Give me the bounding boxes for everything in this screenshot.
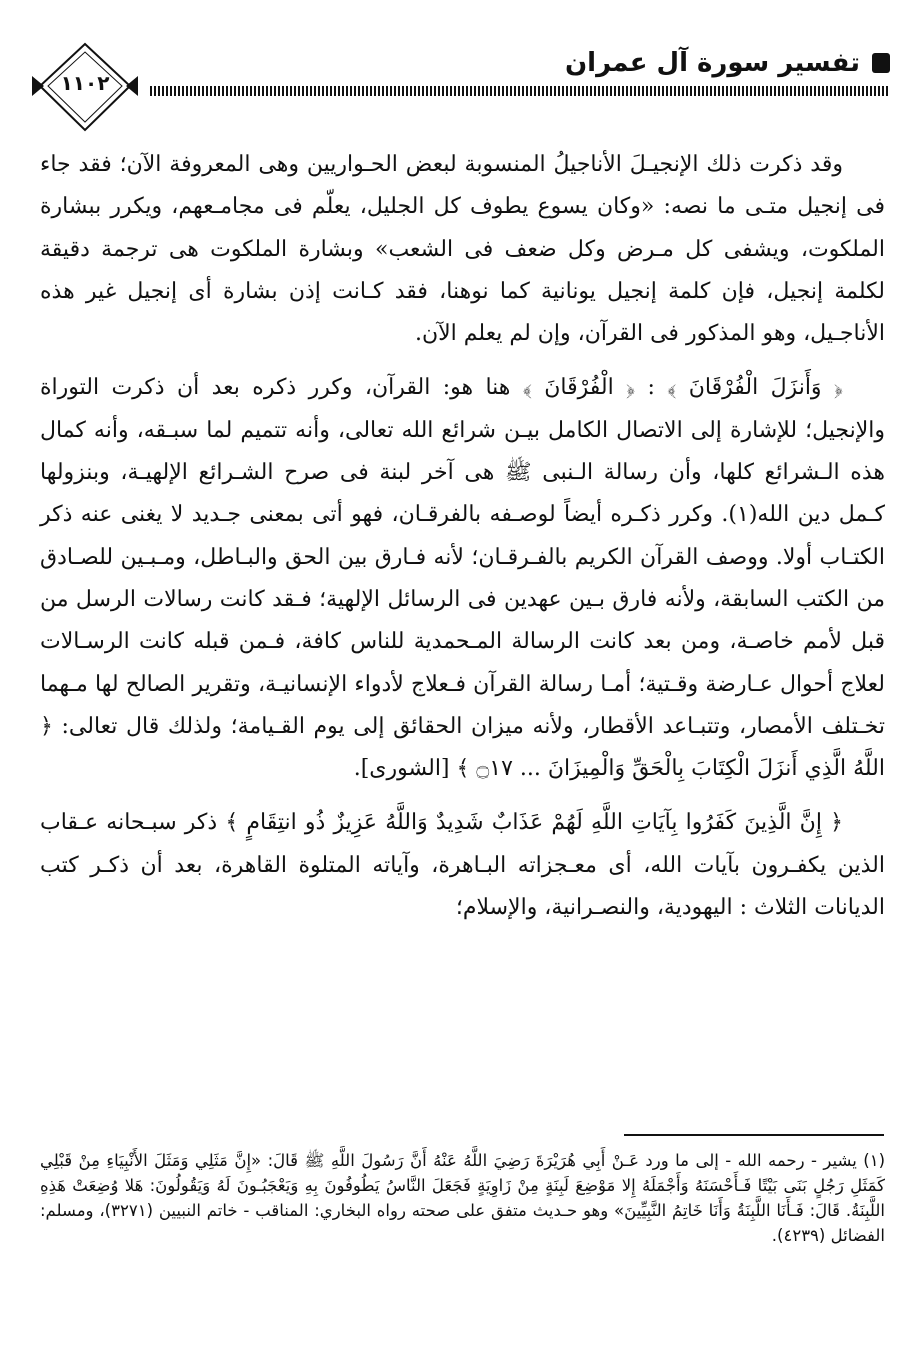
footnote-separator — [624, 1134, 884, 1136]
page-number-ornament — [30, 38, 140, 138]
running-title: تفسير سورة آل عمران — [564, 48, 860, 78]
main-text — [40, 144, 885, 941]
page-number: ١١٠٢ — [60, 71, 110, 95]
footnote — [40, 1148, 885, 1248]
footnote-text: (١) يشير - رحمه الله - إلى ما ورد عَـنْ أَبِي هُرَيْرَةَ رَضِيَ اللَّهُ عَنْهُ أَنَّ رَسُولَ اللَّهِ ﷺ قَالَ: «إِنَّ مَثَلِي وَمَثَلَ الأَنْبِيَاءِ مِنْ قَبْلِي كَمَثَلِ رَجُلٍ بَنَى بَيْتًا فَـأَحْسَنَهُ وَأَجْمَلَهُ إِلا مَوْضِعَ لَبِنَةٍ مِنْ زَاوِيَةٍ فَجَعَلَ النَّاسُ يَطُوفُونَ بِهِ وَيَعْجَبُـونَ لَهُ وَيَقُولُونَ: هَلا وُضِعَتْ هَذِهِ اللَّبِنَةُ. قَالَ: فَـأَنَا اللَّبِنَةُ وَأَنَا خَاتِمُ النَّبِيِّينَ» وهو حـديث متفق على صحته رواه البخاري: المناقب - خاتم النبيين (٣٢٧١)، ومسلم: الفضائل (٤٢٣٩). — [40, 1151, 885, 1245]
header-rule — [150, 86, 890, 96]
page-header — [30, 38, 890, 138]
paragraph: ﴿ إِنَّ الَّذِينَ كَفَرُوا بِآيَاتِ اللَّهِ لَهُمْ عَذَابٌ شَدِيدٌ وَاللَّهُ عَزِيزٌ ذُو انتِقَامٍ ﴾ ذكر سبـحانه عـقاب الذين يكفـرون بآيات الله، أى معـجزاته البـاهرة، وآياته المتلوة القاهرة، بعد أن ذكـر كتب الديانات الثلاث : اليهودية، والنصـرانية، والإسلام؛ — [40, 810, 885, 921]
header-ornament-icon — [872, 53, 890, 73]
paragraph: وقد ذكرت ذلك الإنجيـلَ الأناجيلُ المنسوبة لبعض الحـواريين وهى المعروفة الآن؛ فقد جاء فى إنجيل متـى ما نصه: «وكان يسوع يطوف كل الجليل، يعلّم فى مجامـعهم، ويكرر ببشارة الملكوت، ويشفى كل مـرض وكل ضعف فى الشعب» وبشارة الملكوت هى ترجمة دقيقة لكلمة إنجيل، فإن كلمة إنجيل يونانية كما نوهنا، فقد كـانت إذن بشارة أى إنجيل غير هذه الأناجـيل، وهو المذكور فى القرآن، وإن لم يعلم الآن. — [40, 152, 885, 347]
paragraph: ﴿ وَأَنزَلَ الْفُرْقَانَ ﴾ : ﴿ الْفُرْقَانَ ﴾ هنا هو: القرآن، وكرر ذكره بعد أن ذكرت التوراة والإنجيل؛ للإشارة إلى الاتصال الكامل بيـن شرائع الله تعالى، وأنه تتميم لما سبـقه، وأنه كمال هذه الـشرائع كلها، وأن رسالة الـنبى ﷺ هى آخر لبنة فى صرح الشـرائع الإلهيـة، وبنزولها كـمل دين الله(١). وكرر ذكـره أيضاً لوصـفه بالفرقـان، فهو أتى بمعنى جـديد لا يغنى عنه ذكر الكتـاب أولا. ووصف القرآن الكريم بالفـرقـان؛ لأنه فـارق بين الحق والبـاطل، ومـبـين للصـادق من الكتب السابقة، ولأنه فارق بـين عهدين فى الرسائل الإلهية؛ فـقد كانت رسالات الرسل من قبل لأمم خاصـة، ومن بعد كانت الرسالة المـحمدية للناس كافة، فـمن قبله كانت الرسـالات لعلاج أحوال عـارضة وقـتية؛ أمـا رسالة القرآن فـعلاج لأدواء الإنسانيـة، وتقرير الصالح لها مـهما تخـتلف الأمصار، وتتبـاعد الأقطار، ولأنه ميزان الحقائق إلى يوم القـيامة؛ ولذلك قال تعالى: ﴿ اللَّهُ الَّذِي أَنزَلَ الْكِتَابَ بِالْحَقِّ وَالْمِيزَانَ ... ۝١٧ ﴾ [الشورى]. — [40, 375, 885, 782]
